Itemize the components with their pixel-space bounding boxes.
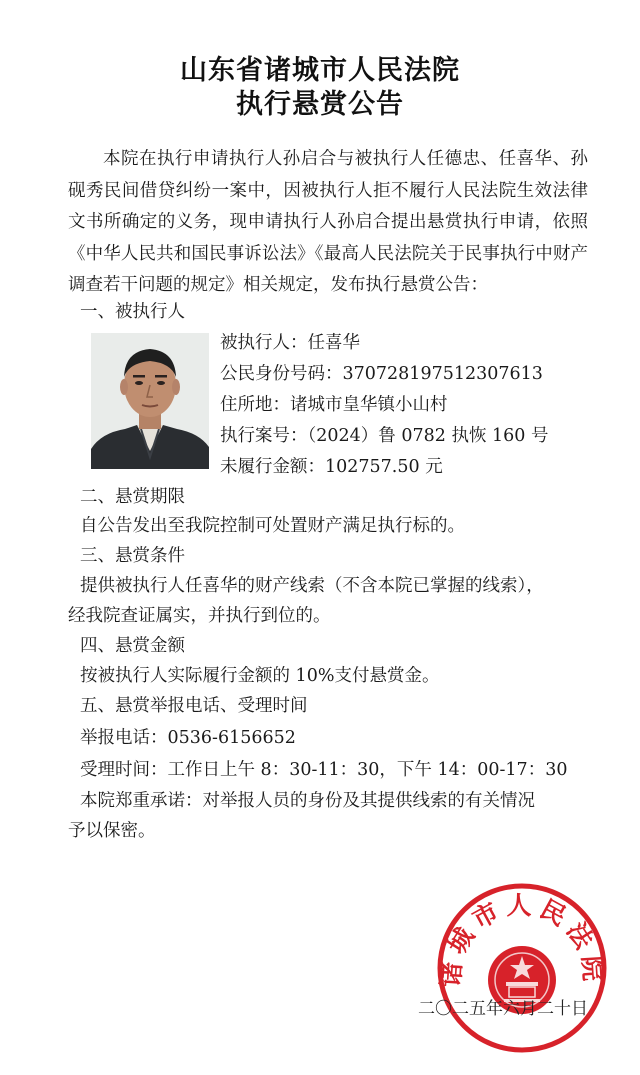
period-text: 自公告发出至我院控制可处置财产满足执行标的。 [80, 516, 465, 536]
section-heading-period: 二、悬赏期限 [80, 487, 185, 507]
unpaid-amount: 未履行金额：102757.50 元 [220, 457, 443, 477]
case-number: 执行案号：（2024）鲁 0782 执恢 160 号 [220, 426, 549, 446]
report-phone: 举报电话：0536-6156652 [80, 728, 296, 748]
court-title: 山东省诸城市人民法院 [180, 55, 460, 86]
conditions-line-1: 提供被执行人任喜华的财产线索（不含本院已掌握的线索）， [80, 576, 544, 596]
promise-line-1: 本院郑重承诺：对举报人员的身份及其提供线索的有关情况 [80, 791, 535, 811]
section-heading-conditions: 三、悬赏条件 [80, 546, 185, 566]
section-heading-contact: 五、悬赏举报电话、受理时间 [80, 696, 308, 716]
conditions-line-2: 经我院查证属实，并执行到位的。 [68, 606, 331, 626]
notice-date: 二〇二五年六月二十日 [418, 999, 588, 1019]
respondent-address: 住所地：诸城市皇华镇小山村 [220, 395, 448, 415]
promise-line-2: 予以保密。 [68, 821, 156, 841]
svg-text:诸城市人民法院: 诸城市人民法院 [436, 891, 608, 988]
reception-hours: 受理时间：工作日上午 8：30-11：30，下午 14：00-17：30 [80, 760, 568, 780]
court-seal [434, 880, 610, 1056]
respondent-id-number: 公民身份号码：370728197512307613 [220, 364, 543, 384]
notice-title: 执行悬赏公告 [236, 89, 404, 120]
intro-paragraph: 本院在执行申请执行人孙启合与被执行人任德忠、任喜华、孙砚秀民间借贷纠纷一案中，因被执行人拒不履行人民法院生效法律文书所确定的义务，现申请执行人孙启合提出悬赏执行申请，依照《中华人民共和国民事诉讼法》《最高人民法院关于民事执行中财产调查若干问题的规定》相关规定，发布执行悬赏公告： [68, 149, 588, 295]
reward-amount-text: 按被执行人实际履行金额的 10%支付悬赏金。 [80, 666, 440, 686]
respondent-photo [91, 333, 209, 469]
section-heading-respondent: 一、被执行人 [80, 302, 185, 322]
section-heading-amount: 四、悬赏金额 [80, 636, 185, 656]
respondent-name: 被执行人：任喜华 [220, 333, 360, 353]
